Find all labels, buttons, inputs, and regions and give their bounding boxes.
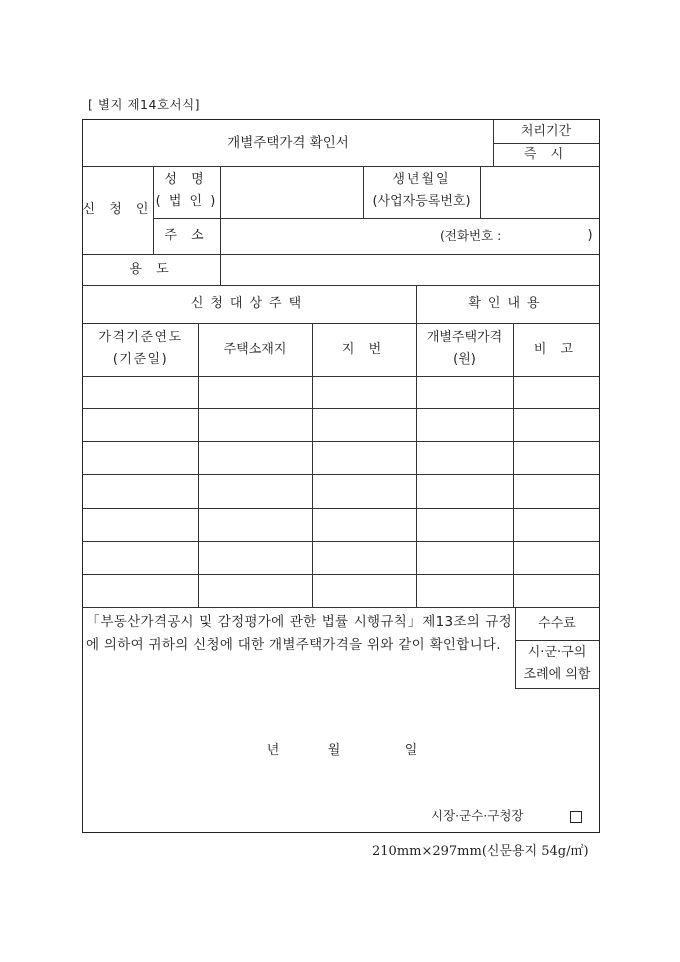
name-field[interactable] bbox=[220, 166, 363, 218]
birth-date-field[interactable] bbox=[480, 166, 599, 218]
fee-label: 수수료 bbox=[538, 615, 576, 631]
phone-label: (전화번호 : bbox=[440, 228, 502, 243]
confirmation-statement: 「부동산가격공시 및 감정평가에 관한 법률 시행규칙」제13조의 규정에 의하여 귀하의 신청에 대한 개별주택가격을 위와 같이 확인합니다. bbox=[86, 614, 512, 653]
base-date-header: (기준일) bbox=[112, 352, 169, 367]
lot-number-header: 지 번 bbox=[341, 341, 387, 357]
name-label: 성 명 bbox=[164, 172, 209, 187]
date-month-label: 월 bbox=[327, 743, 341, 758]
fee-detail-line1: 시·군·구의 bbox=[527, 645, 587, 660]
processing-period-label: 처리기간 bbox=[520, 123, 572, 139]
address-label: 주 소 bbox=[164, 228, 209, 243]
form-title: 개별주택가격 확인서 bbox=[227, 135, 349, 151]
form-number-label: [ 별지 제14호서식] bbox=[88, 97, 201, 112]
date-year-label: 년 bbox=[266, 743, 280, 758]
confirmation-form bbox=[82, 119, 600, 833]
issuer-label: 시장·군수·구청장 bbox=[431, 808, 524, 823]
house-location-header: 주택소재지 bbox=[223, 341, 287, 357]
target-house-section-label: 신청대상주택 bbox=[190, 296, 309, 311]
birth-date-label: 생년월일 bbox=[392, 172, 451, 187]
price-unit-header: (원) bbox=[453, 352, 476, 367]
remarks-header: 비 고 bbox=[533, 341, 579, 357]
corporation-label: ( 법 인 ) bbox=[155, 194, 218, 209]
purpose-label: 용 도 bbox=[129, 261, 174, 277]
date-day-label: 일 bbox=[404, 743, 418, 758]
fee-detail-line2: 조례에 의함 bbox=[523, 667, 591, 682]
purpose-field[interactable] bbox=[220, 254, 599, 285]
phone-close-paren: ) bbox=[587, 228, 593, 243]
house-price-header: 개별주택가격 bbox=[426, 330, 503, 345]
paper-spec: 210mm×297mm(신문용지 54g/㎡) bbox=[372, 844, 589, 859]
business-registration-label: (사업자등록번호) bbox=[372, 194, 471, 209]
address-field[interactable] bbox=[220, 218, 436, 254]
seal-checkbox[interactable] bbox=[570, 811, 582, 823]
confirmation-section-label: 확인내용 bbox=[468, 296, 547, 311]
applicant-section-label: 신 청 인 bbox=[82, 202, 154, 217]
processing-period-value: 즉 시 bbox=[523, 146, 569, 162]
base-year-header: 가격기준연도 bbox=[98, 330, 183, 345]
